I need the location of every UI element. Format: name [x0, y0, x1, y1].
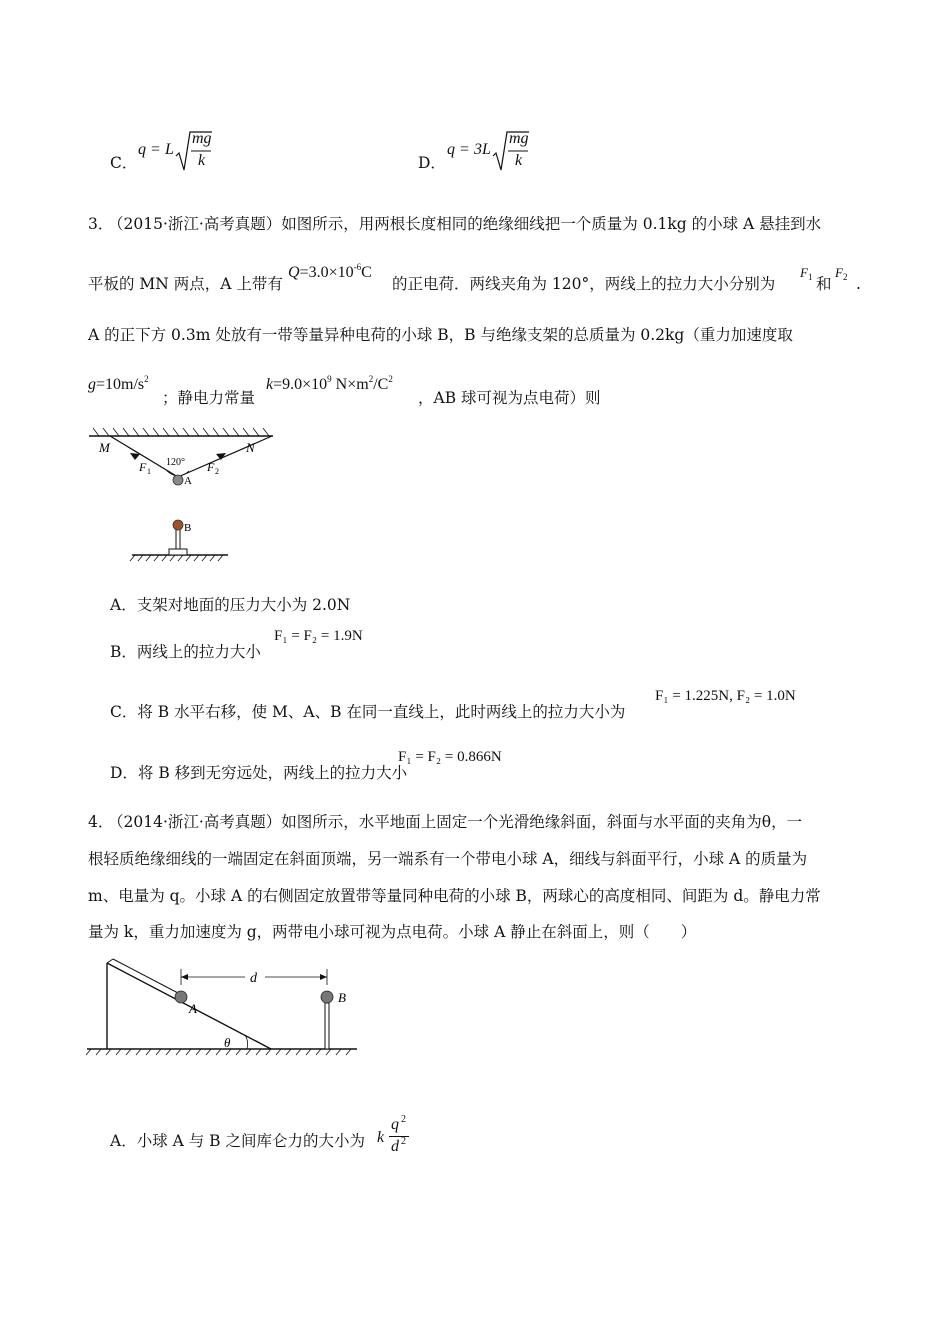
q3-option-d-text: D．将 B 移到无穷远处，两线上的拉力大小 — [110, 764, 408, 782]
q3-line2-c: 和 — [816, 275, 832, 293]
q4-figure — [85, 955, 365, 1060]
q3-line4-b: ，AB 球可视为点电荷）则 — [418, 389, 601, 407]
fraction-bar — [389, 1136, 409, 1137]
q3-line4-a: ；静电力常量 — [162, 389, 256, 407]
label-f2-sub: 2 — [215, 467, 219, 476]
q4-line4: 量为 k，重力加速度为 g，两带电小球可视为点电荷。小球 A 静止在斜面上，则（ ） — [88, 923, 697, 941]
formula-eq: = — [460, 141, 470, 158]
fraction-denominator: k — [515, 152, 523, 169]
option-d-label: D． — [418, 154, 446, 172]
q3-line2-b: 的正电荷．两线夹角为 120°，两线上的拉力大小分别为 — [392, 275, 776, 293]
q4-line2: 根轻质绝缘细线的一端固定在斜面顶端，另一端系有一个带电小球 A，细线与斜面平行，小球 A 的质量为 — [88, 850, 808, 868]
fraction-numerator: mg — [509, 130, 529, 147]
formula-coef: 3L — [474, 141, 491, 158]
label-a: A — [184, 475, 192, 487]
label-b: B — [338, 990, 346, 1005]
label-b: B — [184, 522, 192, 534]
q3-line2-a: 平板的 MN 两点，A 上带有 — [88, 275, 283, 293]
label-a: A — [189, 1001, 197, 1016]
q4-option-a-text: A．小球 A 与 B 之间库仑力的大小为 — [110, 1132, 365, 1150]
label-f1-sub: 1 — [147, 467, 151, 476]
q3-option-b-text: B．两线上的拉力大小 — [110, 643, 261, 661]
q4-line3: m、电量为 q。小球 A 的右侧固定放置带等量同种电荷的小球 B，两球心的高度相同、间距为 d。静电力常 — [88, 887, 821, 905]
formula-lhs: q — [447, 141, 455, 158]
numerator-exponent: 2 — [401, 1114, 406, 1125]
q3-option-b-formula: F₁ = F₂ = 1.9N — [274, 628, 363, 644]
label-f1: F — [139, 460, 147, 474]
f2-symbol: F2 — [835, 265, 848, 282]
formula-coef: L — [165, 141, 174, 158]
q3-line3: A 的正下方 0.3m 处放有一带等量异种电荷的小球 B，B 与绝缘支架的总质量为 0.2kg（重力加速度取 — [88, 326, 793, 344]
fraction-denominator: d — [391, 1138, 399, 1155]
q4-option-a-formula — [377, 1116, 417, 1160]
label-theta: θ — [224, 1035, 231, 1050]
q3-figure — [85, 425, 285, 565]
q3-option-d-formula: F₁ = F₂ = 0.866N — [398, 749, 502, 765]
label-angle: 120° — [166, 457, 185, 468]
q3-option-c-text: C．将 B 水平右移，使 M、A、B 在同一直线上，此时两线上的拉力大小为 — [110, 703, 626, 721]
q3-line2-d: . — [856, 275, 861, 293]
fraction-numerator: q — [391, 1116, 399, 1133]
q4-number: 4． — [88, 813, 114, 831]
q4-line1: （2014·浙江·高考真题）如图所示，水平地面上固定一个光滑绝缘斜面，斜面与水平面的夹角为θ，一 — [108, 813, 803, 831]
label-d: d — [250, 971, 257, 986]
f1-symbol: F1 — [800, 265, 813, 282]
charge-formula: $Q=3.0\times 10^{-6}C$ — [288, 262, 372, 281]
formula-lhs: q — [138, 141, 146, 158]
label-n: N — [246, 440, 255, 455]
q3-line1: （2015·浙江·高考真题）如图所示，用两根长度相同的绝缘细线把一个质量为 0.1kg 的小球 A 悬挂到水 — [108, 215, 822, 233]
k-formula: $k=9.0\times 10^9$ $N\times m^2/C^2$ — [266, 374, 393, 393]
denominator-exponent: 2 — [401, 1136, 406, 1147]
option-c-label: C． — [110, 154, 138, 172]
q3-option-c-formula: F₁ = 1.225N, F₂ = 1.0N — [655, 688, 796, 704]
fraction-numerator: mg — [192, 130, 212, 147]
fraction-denominator: k — [198, 152, 206, 169]
formula-eq: = — [151, 141, 161, 158]
q3-number: 3． — [88, 215, 114, 233]
label-f2: F — [207, 460, 215, 474]
g-formula: $g=10m/s^2$ — [88, 374, 149, 393]
formula-k: k — [377, 1129, 385, 1146]
label-m: M — [99, 440, 110, 455]
q3-option-a: A．支架对地面的压力大小为 2.0N — [110, 596, 351, 614]
